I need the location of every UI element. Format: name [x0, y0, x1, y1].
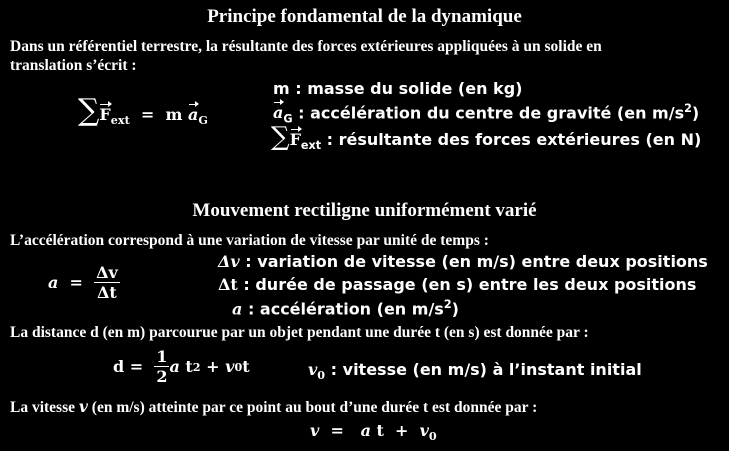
intro-line-1: Dans un référentiel terrestre, la résultante des forces extérieures appliquées à un solide en — [10, 38, 602, 55]
legend-acceleration: $a_G$ : accélération du centre de gravité (en $m/s^2$) — [273, 102, 700, 126]
force-vector: F — [99, 105, 111, 124]
speed-formula: v = a $t + v_0$ — [310, 421, 437, 444]
legend-delta-t: Δt : durée de passage (en s) entre les deux positions — [218, 275, 697, 294]
accel-intro: L’accélération correspond à une variation de vitesse par unité de temps : — [10, 232, 489, 249]
legend-v0: $v_0$ : vitesse (en m/s) à l’instant initial — [308, 360, 642, 383]
section-title-mruv: Mouvement rectiligne uniformément varié — [192, 200, 537, 221]
half-fraction: $\frac{1}{2}$ — [156, 347, 168, 386]
newton-formula: $\sum F_{ext} = m$ $a_G$ — [78, 93, 208, 128]
legend-mass: m : masse du solide (en kg) — [273, 79, 523, 98]
distance-formula: d = $\frac{1}{2}$ a t 2 + v 0 t — [113, 347, 250, 386]
legend-delta-v: Δv : variation de vitesse (en m/s) entre deux positions — [218, 252, 708, 271]
acceleration-vector: a — [187, 105, 199, 124]
distance-intro: La distance d (en m) parcourue par un objet pendant une durée t (en s) est donnée par : — [10, 324, 589, 341]
speed-intro: La vitesse v (en m/s) atteinte par ce point au bout d’une durée t est donnée par : — [10, 397, 538, 416]
sum-symbol: ∑ — [78, 93, 100, 128]
intro-line-2: translation s’écrit : — [10, 57, 137, 74]
legend-a: a : accélération (en $m/s^2$) — [232, 298, 459, 319]
section-title-dynamics: Principe fondamental de la dynamique — [207, 6, 522, 27]
legend-force: $\sum F_{ext}$ : résultante des forces extérieures (en N) — [271, 122, 702, 153]
accel-formula: a = $\frac{\Delta v}{\Delta t}$ — [48, 263, 118, 302]
accel-fraction: $\frac{\Delta v}{\Delta t}$ — [96, 263, 118, 302]
